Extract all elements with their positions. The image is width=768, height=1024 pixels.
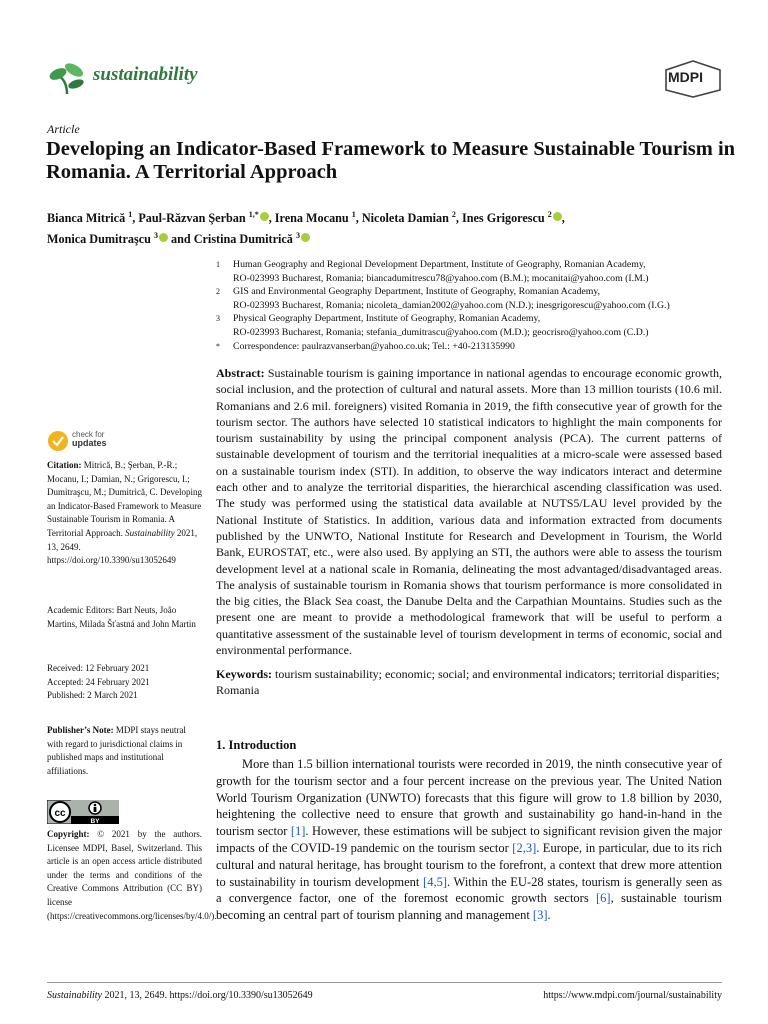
affiliation-line: Human Geography and Regional Development Department, Institute of Geography, Romanian Academy, [233,259,646,270]
publisher-note-text: MDPI stays neutral with regard to jurisdictional claims in published maps and institutional affiliations. [47,725,186,776]
abstract-text: Sustainable tourism is gaining importance in national agendas to encourage economic growth, social inclusion, and the protection of cultural and natural assets. More than 13 million tourists (10.6 mil. Romanians and 2.6 mil. foreigners) visited Romania in 2019, the fifth consecutive year of growth for the tourism sector. The authors have selected 10 statistical indicators to highlight the main components for tourism sustainability by using the principal component analysis (PCA). The current patterns of sustainable development of tourism and the territorial inequalities at a micro-scale were assessed based on a sustainable tourism index (STI). In addition, to observe the way indicators interact and determine each other and to analyze the territorial disparities, the hierarchical ascending classification was used. The study was performed using the statistical data available at NUTS5/LAU level provided by the National Institute of Statistics. In addition, various data and information extracted from documents published by the UNWTO, National Institute for Research and Development in Tourism, the World Bank, EUROSTAT, etc., were also used. By applying an STI, the authors were able to assess the tourism development level at a national scale in Romania, delineating the most advantaged/disadvantaged areas. The analysis of sustainable tourism in Romania shows that tourism performance is more consolidated in the big cities, the Black Sea coast, the Danube Delta and the Carpathian Mountains. Studies such as the present one are meant to provide a methodological framework that will be useful to perform a quantitative assessment of the sustainable level of tourism development in terms of economic, social and environmental performance. [216,366,723,658]
cc-by-label: BY [90,818,100,824]
article-type: Article [47,122,80,136]
author-separator: , [355,211,362,226]
affiliation-number: 3 [216,314,220,324]
abstract [216,365,722,658]
affiliation-item [216,340,736,354]
citation-text: Mitrică, B.; Şerban, P.-R.; Mocanu, I.; Damian, N.; Grigorescu, I.; Dumitraşcu, M.; Dumitrică, C. Developing an Indicator-Based Framework to Measure Sustainable Tourism in Romania. A Territorial Approach. [47,460,202,538]
author-name: Irena Mocanu [274,211,352,226]
citation-link[interactable]: [4,5] [423,874,447,889]
intro-text-6: . [547,908,551,923]
citation-block [47,459,202,568]
citation-label: Citation: [47,460,82,470]
affiliation-line: RO-023993 Bucharest, Romania; stefania_dumitrascu@yahoo.com (M.D.); geocrisro@yahoo.com (C.D.) [233,326,649,338]
author-separator: , [455,211,462,226]
check-for-label: check for [72,430,105,439]
publisher-note [47,724,202,778]
author-separator: and [167,232,194,247]
received-date: Received: 12 February 2021 [47,663,150,673]
author-affiliation-marker: 1 [351,210,356,219]
author-name: Monica Dumitraşcu [47,232,154,247]
citation-link[interactable]: [2,3] [512,840,537,855]
author-name: Bianca Mitrică [47,211,129,226]
footer-rule [47,982,722,983]
affiliations [216,258,736,353]
published-date: Published: 2 March 2021 [47,690,138,701]
affiliation-item [216,285,736,312]
dates [47,662,202,703]
affiliation-line: GIS and Environmental Geography Department, Institute of Geography, Romanian Academy, [233,286,601,298]
footer-citation [47,990,313,1001]
affiliation-number: * [216,341,220,351]
check-for-updates-badge[interactable] [47,428,127,454]
affiliation-number: 1 [216,260,220,269]
abstract-label: Abstract: [216,366,265,380]
author-name: Nicoleta Damian [361,211,452,226]
cc-by-license-icon[interactable] [47,800,119,824]
orcid-icon[interactable] [553,212,562,221]
citation-journal: Sustainability [125,527,175,538]
author-affiliation-marker: 2 [451,210,456,219]
author-affiliation-marker: 1 [128,210,133,219]
author-name: Cristina Dumitrică [193,232,296,247]
check-updates-icon [47,430,69,452]
intro-text-4: . Within the EU-28 states, tourism is generally seen as a convergence factor, one of the foremost economic growth sectors [216,874,722,906]
affiliation-line: Correspondence: paulrazvanserban@yahoo.co.uk; Tel.: +40-213135990 [233,340,515,352]
author-affiliation-marker: 1,* [248,210,259,219]
citation-details: 2021, 13, 2649. https://doi.org/10.3390/su13052649 [47,527,198,566]
keywords-text: tourism sustainability; economic; social; and environmental indicators; territorial disparities; Romania [216,667,720,698]
affiliation-line: RO-023993 Bucharest, Romania; nicoleta_damian2002@yahoo.com (N.D.); inesgrigorescu@yahoo.com (I.G.) [233,299,670,311]
affiliation-item [216,258,736,285]
author-name: Ines Grigorescu [462,211,548,226]
updates-label: updates [72,438,107,448]
orcid-icon[interactable] [301,233,310,242]
intro-text-1: More than 1.5 billion international tourists were recorded in 2019, the ninth consecutive year of growth for the tourism sector and a four percent increase on the previous year. The United Nation World Tourism Organization (UNWTO) forecasts that this figure will grow to 1.8 billion by 2030, heightening the collective need to ensure that growth and sustainability go hand-in-hand in the tourism sector [216,757,722,839]
orcid-icon[interactable] [260,212,269,221]
author-list [47,206,737,248]
author-separator: , [561,211,565,226]
citation-link[interactable]: [1] [290,824,306,839]
introduction-paragraph [216,756,722,924]
intro-text-5: , sustainable tourism becoming an central part of tourism planning and management [216,891,722,923]
affiliation-number: 2 [216,287,220,297]
keywords-label: Keywords: [216,667,272,681]
footer-doi[interactable]: 2021, 13, 2649. https://doi.org/10.3390/su13052649 [104,990,313,1001]
author-separator: , [132,211,139,226]
accepted-date: Accepted: 24 February 2021 [47,676,150,687]
author-affiliation-marker: 3 [153,231,158,241]
author-separator: , [268,211,275,226]
intro-text-2: . However, these estimations will be subject to significant revision given the major impacts of the COVID-19 pandemic on the tourism sector [216,824,722,855]
footer-journal-url[interactable]: https://www.mdpi.com/journal/sustainability [543,990,722,1001]
intro-text-3: . Europe, in particular, due to its rich cultural and natural heritage, has brought tourism to the forefront, a context that drew more attention to sustainability in tourism development [216,840,722,889]
sustainability-leaf-logo [47,60,87,96]
publisher-note-label: Publisher’s Note: [47,725,114,735]
section-heading-introduction: 1. Introduction [216,738,297,752]
author-name: Paul-Răzvan Şerban [138,211,249,226]
copyright-label: Copyright: [47,829,90,839]
publisher-logo-text: MDPI [668,69,703,85]
orcid-icon[interactable] [159,233,168,242]
affiliation-line: RO-023993 Bucharest, Romania; biancadumitrescu78@yahoo.com (B.M.); mocanitai@yahoo.com (I.M.) [233,272,649,284]
copyright-text: © 2021 by the authors. Licensee MDPI, Basel, Switzerland. This article is an open access article distributed under the terms and conditions of the Creative Commons Attribution (CC BY) license (https://creativecommons.org/licenses/by/4.0/). [47,829,217,921]
citation-link[interactable]: [6] [595,891,611,906]
affiliation-line: Physical Geography Department, Institute of Geography, Romanian Academy, [233,313,541,325]
svg-text:cc: cc [54,808,66,819]
academic-editors: Academic Editors: Bart Neuts, João Martins, Milada Šťastná and John Martin [47,605,196,629]
citation-link[interactable]: [3] [532,908,548,923]
author-affiliation-marker: 2 [547,210,552,219]
keywords [216,666,722,699]
paper-title: Developing an Indicator-Based Framework to Measure Sustainable Tourism in Romania. A Territorial Approach [46,138,736,183]
author-affiliation-marker: 3 [295,231,300,241]
footer-journal: Sustainability [47,990,102,1001]
journal-name: sustainability [93,64,198,85]
copyright [47,828,217,923]
page-footer [47,990,722,1001]
affiliation-item [216,312,736,339]
